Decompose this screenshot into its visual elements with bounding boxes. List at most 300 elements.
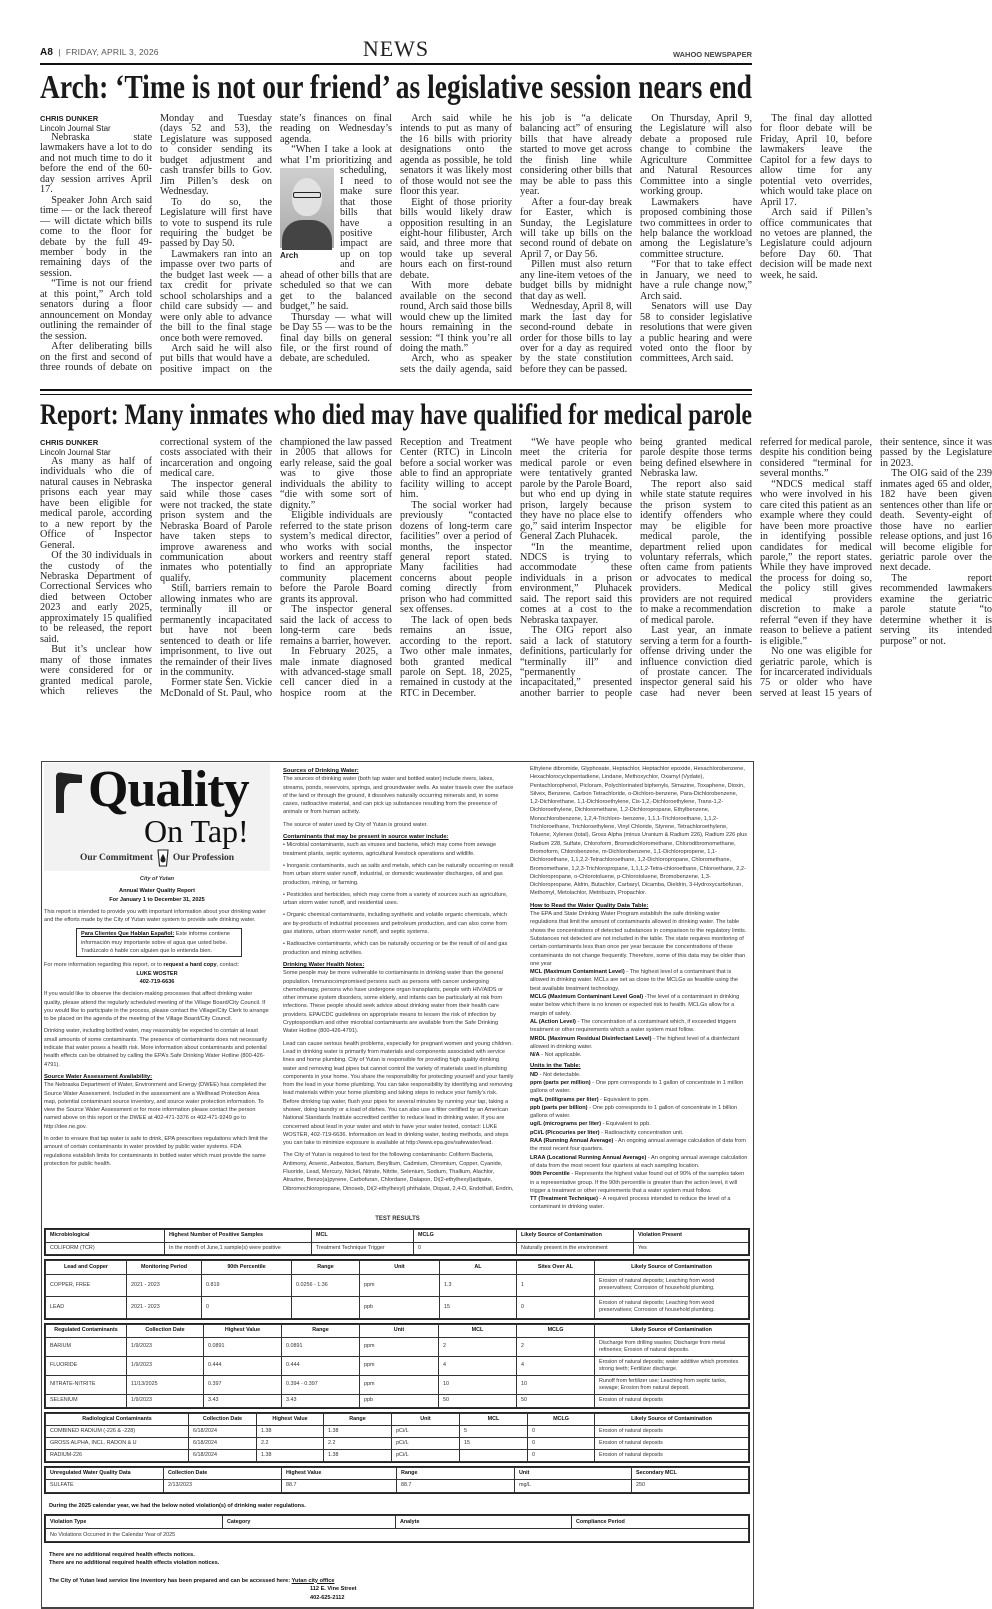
inventory-link[interactable]: Yutan city office bbox=[291, 1577, 335, 1584]
definition-item bbox=[530, 1104, 748, 1121]
definition-item bbox=[530, 1170, 748, 1195]
table-cell: 0.444 bbox=[282, 1356, 360, 1375]
contaminants-paragraph: Drinking water, including bottled water, may reasonably be expected to contain at least small amounts of some contaminants. The presence of contaminants does not necessarily indicate that water poses a health risk. More information about contaminants and potential health effects can be obtained by calling the EPA’s Safe Drinking Water Hotline (800-426-4791). bbox=[44, 1028, 268, 1068]
report-columns bbox=[44, 763, 751, 1212]
table-cell: 0 bbox=[528, 1449, 595, 1461]
table-header-row bbox=[46, 1413, 749, 1425]
notice-violation: There are no additional required health effects violation notices. bbox=[49, 1560, 220, 1567]
issue-date: FRIDAY, APRIL 3, 2026 bbox=[65, 47, 159, 57]
definition-text: - Equivalent to ppb. bbox=[601, 1121, 651, 1128]
logo-tagline-left: Our Commitment bbox=[79, 852, 153, 863]
required-tests-text: The City of Yutan is required to test for the following contaminants: Coliform Bacteria, Antimony, Arsenic, Asbestos, Barium, Beryllium, Cadmium, Chromium, Copper, Cyanide, Fluoride, Lead, Mercury, Nickel, Nitrate, Nitrite, Selenium, Sodium, Thallium, Alachlor, Atrazine, Benzo(a)pyrene, Carbofuran, Chlordane, Dalapon, Di(2-ethylhexyl)adipate, Dibromochloropropane, Dinoseb, Di(2-ethylhexyl) phthalate, Diquat, 2,4-D, Endothall, Endrin, bbox=[283, 1152, 514, 1192]
water-quality-report bbox=[41, 761, 754, 1609]
definition-item bbox=[530, 1137, 748, 1154]
table-cell: ppm bbox=[360, 1274, 440, 1296]
table-cell bbox=[292, 1296, 360, 1318]
page-number: A8 bbox=[40, 47, 54, 58]
paragraph: • Pesticides and herbicides, which may come from a variety of sources such as agriculture, urban storm water runoff, and residential uses. bbox=[283, 891, 508, 907]
definition-text: - An ongoing annual average calculation of data from the most recent four quarters at each sampling location. bbox=[530, 1154, 748, 1169]
table-cell: GROSS ALPHA, INCL. RADON & U bbox=[46, 1437, 189, 1449]
definition-text: - Represents the highest value found out of 90% of the samples taken in a representative group. If the 90th percentile is greater than the action level, it will trigger a treatment or other requirements that a water system must follow. bbox=[530, 1171, 745, 1194]
column-header: Likely Source of Contamination bbox=[595, 1413, 749, 1425]
definition-text: - Radioactivity concentration unit. bbox=[599, 1129, 684, 1136]
radiological-table bbox=[45, 1413, 749, 1462]
table-cell: 15 bbox=[460, 1437, 528, 1449]
definition-term: ppb (parts per billion) bbox=[530, 1104, 588, 1111]
table-row bbox=[46, 1425, 749, 1437]
paragraph: Nebraska state lawmakers have a lot to do and not much time to do it before the end of the 60-day session arrives April 17. bbox=[40, 132, 152, 196]
paragraph: Wednesday, April 8, will mark the last day for second-round debate in order for those bills to lay over for a day as required by the state constitution before they can be passed. bbox=[520, 301, 632, 375]
address-phone: 402-625-2112 bbox=[310, 1594, 345, 1601]
paragraph: Arch said while he intends to put as many of the 16 bills with priority designations onto the agenda as possible, he told senators it was likely most of those would not see the floor this year. bbox=[400, 113, 512, 198]
column-header: Highest Value bbox=[282, 1467, 397, 1479]
definition-text: - The concentration of a contaminant which, if exceeded triggers treatment or other requirements which a water system must follow. bbox=[530, 1018, 737, 1034]
table-cell: Naturally present in the environment bbox=[517, 1242, 634, 1254]
table-cell: 2 bbox=[439, 1337, 517, 1356]
table-header-row bbox=[46, 1260, 749, 1274]
author: CHRIS DUNKER bbox=[40, 438, 99, 447]
paragraph: • Organic chemical contaminants, including synthetic and volatile organic chemicals, which are by-products of industrial processes and petroleum production, and can also come from gas stations, urban storm water runoff, and septic systems. bbox=[283, 912, 507, 936]
table-cell: ppm bbox=[360, 1375, 439, 1394]
test-results-title: TEST RESULTS bbox=[375, 1215, 420, 1222]
table-cell: Erosion of natural deposits; Leaching from wood preservatives; Corrosion of household plumbing. bbox=[595, 1274, 749, 1296]
water-glass-icon bbox=[157, 849, 169, 867]
definition-term: TT (Treatment Technique) bbox=[530, 1196, 598, 1203]
table-cell: COPPER, FREE bbox=[46, 1274, 127, 1296]
column-header: Range bbox=[324, 1413, 392, 1425]
definition-item bbox=[530, 1096, 748, 1104]
table-cell: SULFATE bbox=[46, 1479, 164, 1492]
health-notes-heading: Drinking Water Health Notes: bbox=[283, 961, 365, 968]
portrait-image bbox=[280, 168, 334, 248]
inventory-text: The City of Yutan lead service line inventory has been prepared and can be accessed here: bbox=[49, 1577, 291, 1584]
spanish-label: Para Clientes Que Hablan Español: bbox=[81, 931, 175, 938]
table-cell bbox=[460, 1449, 528, 1461]
definition-item bbox=[530, 1018, 748, 1035]
paragraph: To do so, the Legislature will first have to vote to suspend its rule requiring the budget be passed by Day 50. bbox=[160, 196, 272, 250]
table-cell: mg/L bbox=[515, 1479, 632, 1492]
column-header: Highest Value bbox=[257, 1413, 324, 1425]
column-header: Collection Date bbox=[189, 1413, 257, 1425]
table-cell: 1.3 bbox=[440, 1274, 517, 1296]
table-cell: 1.38 bbox=[324, 1449, 392, 1461]
source-used: The source of water used by City of Yutan is ground water. bbox=[283, 821, 428, 828]
notice-health-effects: There are no additional required health effects notices. bbox=[49, 1552, 195, 1559]
definition-term: ND bbox=[530, 1071, 539, 1078]
contact-name: LUKE WOSTER bbox=[136, 970, 178, 977]
meetings-paragraph: If you would like to observe the decision-making processes that affect drinking water quality, please attend the regularly scheduled meeting of the Village Board/City Council. If you would like to participate in the process, please contact the Village/City Clerk to arrange to be placed on the agenda of the meeting of the Village Board/City Council. bbox=[44, 991, 269, 1023]
table-cell: 1/9/2023 bbox=[127, 1356, 204, 1375]
column-header: MCLG bbox=[414, 1229, 517, 1242]
definition-term: LRAA (Locational Running Annual Average) bbox=[530, 1154, 647, 1161]
definition-item bbox=[530, 993, 748, 1018]
inventory-line bbox=[49, 1577, 751, 1585]
column-header: Sites Over AL bbox=[517, 1260, 595, 1274]
table-cell: 0.394 - 0.397 bbox=[282, 1375, 360, 1394]
paragraph: In February 2025, a male inmate diagnosed with advanced-stage small cell cancer died in a hospice room at the Reception and Treatment Center (RTC) in Lincoln before a social worker was able to find an appropriate facility willing to accept him. bbox=[280, 437, 512, 699]
article1-headline: Arch: ‘Time is not our friend’ as legislative session nears end bbox=[40, 69, 752, 106]
table-cell: 11/13/2025 bbox=[127, 1375, 204, 1394]
definition-text: - An ongoing annual average calculation of data from the most recent four quarters. bbox=[530, 1138, 746, 1153]
paragraph: “We have people who meet the criteria for medical parole or even were tentatively granted parole by the Parole Board, but who end up dying in prison, largely because they have no place else to go,” said interim Inspector General Zach Pluhacek. bbox=[520, 437, 632, 543]
sources-text: The sources of drinking water (both tap water and bottled water) include rivers, lakes, streams, ponds, reservoirs, springs, and groundwater wells. As water travels over the surface of the land or through the ground, it dissolves naturally occurring minerals and, in some cases, radioactive material, and can pick up substances resulting from the presence of animals or from human activity. bbox=[283, 776, 514, 816]
table-row bbox=[46, 1437, 749, 1449]
column-header: 90th Percentile bbox=[202, 1260, 292, 1274]
table-cell: 5 bbox=[460, 1425, 528, 1437]
definition-term: ug/L (micrograms per liter) bbox=[530, 1121, 602, 1128]
table-cell: NITRATE-NITRITE bbox=[46, 1375, 127, 1394]
publication: Lincoln Journal Star bbox=[40, 123, 111, 133]
table-cell: Yes bbox=[634, 1242, 749, 1254]
column-header: Monitoring Period bbox=[127, 1260, 202, 1274]
table-cell: 6/18/2024 bbox=[189, 1449, 257, 1461]
paragraph: Arch, who as speaker sets the daily agenda, said his job is “a delicate balancing act” of ensuring bills that have already started to move get across the finish line while considering other bills that may be able to pass this year. bbox=[400, 113, 632, 375]
table-cell: 2/13/2023 bbox=[164, 1479, 282, 1492]
table-row bbox=[46, 1242, 749, 1254]
table-cell: Erosion of natural deposits; water additive which promotes strong teeth; Fertilizer discharge. bbox=[595, 1356, 749, 1375]
column-header: Violation Present bbox=[634, 1229, 749, 1242]
paragraph: With more debate available on the second round, Arch said those bills would chew up the limited hours remaining in the session: “I think you’re all doing the math.” bbox=[400, 280, 512, 354]
logo-word-on-tap: On Tap! bbox=[144, 813, 249, 849]
table-cell: Erosion of natural deposits; Leaching from wood preservatives; Corrosion of household plumbing. bbox=[595, 1296, 749, 1318]
definition-item bbox=[530, 1120, 748, 1128]
table-cell: 0.0891 bbox=[204, 1337, 282, 1356]
definition-item bbox=[530, 1154, 748, 1171]
column-header: MCLG bbox=[517, 1324, 595, 1337]
column-header: MCL bbox=[460, 1413, 528, 1425]
table-cell: 10 bbox=[439, 1375, 517, 1394]
definition-term: RAA (Running Annual Average) bbox=[530, 1138, 614, 1145]
table-cell: 2021 - 2023 bbox=[127, 1296, 202, 1318]
photo-arch bbox=[280, 168, 334, 261]
table-cell: In the month of June,1 sample(s) were positive bbox=[165, 1242, 312, 1254]
spanish-notice bbox=[76, 928, 242, 957]
definition-item bbox=[530, 1035, 748, 1052]
definition-text: - A required process intended to reduce the level of a contaminant in drinking water. bbox=[530, 1196, 731, 1211]
table-row bbox=[46, 1337, 749, 1356]
table-row bbox=[46, 1394, 749, 1407]
unregulated-table bbox=[45, 1467, 749, 1493]
table-row bbox=[46, 1356, 749, 1375]
definition-term: pCi/L (Picocuries per liter) bbox=[530, 1129, 600, 1136]
definition-text: - The highest level of a disinfectant allowed in drinking water. bbox=[530, 1035, 740, 1050]
report-left-column bbox=[44, 763, 270, 1172]
epa-regulations-text: In order to ensure that tap water is safe to drink, EPA prescribes regulations which limit the amount of certain contaminants in water provided by public water systems. FDA regulations establish limits for contaminants in bottled water which must provide the same protection for public health. bbox=[44, 1136, 268, 1167]
table-cell: 3.43 bbox=[282, 1394, 360, 1407]
table-cell: Erosion of natural deposits bbox=[595, 1394, 749, 1407]
paragraph: Lawmakers have proposed combining those two committees in order to help balance the workload among the Legislature’s committee structure. bbox=[640, 196, 752, 260]
table-cell: 1.38 bbox=[257, 1425, 324, 1437]
violations-tables bbox=[44, 1515, 751, 1542]
paragraph: The OIG said of the 239 inmates aged 65 and older, 182 have been given sentences other than life or death. Seventy-eight of those have no earlier release options, and just 16 will become eligible for geriatric parole over the next decade. bbox=[880, 468, 992, 574]
definition-item bbox=[530, 1195, 748, 1212]
table-row bbox=[46, 1449, 749, 1461]
column-header: Category bbox=[223, 1516, 396, 1529]
column-header: Unit bbox=[360, 1324, 439, 1337]
contaminant-list: Ethylene dibromide, Glyphosate, Heptachlor, Heptachlor epoxide, Hexachlorobenzene, Hexachlorocyclopentadiene, Lindane, Methoxychlor, Oxamyl (Vydate), Pentachlorophenol, Picloram, Polychlorinated biphenyls, Simazine, Toxaphene, Dioxin, Silvex, Benzene, Carbon Tetrachloride, o-Dichloro-benzene, Para-Dichlorobenzene, 1,2-Dichlorethane, 1,1-Dichloroethylene, Cis-1,2,-Dichloroethylene, Trans-1,2-Dichloroethylene, Dichloromethane, 1,2-Dichloropropane, Ethylbenzene, Monochlorobenzene, 1,2,4-Trichloro- benzene, 1,1,1-Trichloroethane, 1,1,2-Trichloroethane, Trichloroethylene, Vinyl Chloride, Styrene, Tetrachloroethylene, Toluene, Xylenes (total), Gross Alpha (minus Uranium & Radium 226), Radium 226 plus Radium 228, Sulfate, Chloroform, Bromodichloromethane, Chlorodibromomethane, Bromoform, Chlorobenzene, m-Dichlorobenzene, 1,1-Dichloropropene, 1,1-Dichloroethane, 1,1,2,2-Tetrachloroethane, 1,2-Dichloropropane, Chloromethane, Bromomethane, 1,2,3-Trichloropropane, 1,1,1,2-Tetra-chloroethane, Chloroethane, 2,2-Dichloropropane, o-Chlorotoluene, p-Chlorotoluene, Bromobenzene, 1,3-Dichloropropane, Aldrin, Butachlor, Carbaryl, Dicamba, Dieldrin, 3-Hydroxycarbofuran, Methomyl, Metolachlor, Metribuzin, Propachlor. bbox=[530, 766, 748, 897]
logo-tagline-row bbox=[44, 849, 270, 867]
byline bbox=[40, 438, 152, 457]
paragraph: Arch said if Pillen’s office communicates that no vetoes are planned, the Legislature could adjourn before Day 60. That decision will be made next week, he said. bbox=[760, 207, 872, 281]
health-notes-text: Some people may be more vulnerable to contaminants in drinking water than the general population. Immunocompromised persons such as persons with cancer undergoing chemotherapy, persons who have undergone organ transplants, people with HIV/AIDS or other immune system disorders, some elderly, and infants can be particularly at risk from infections. These people should seek advice about drinking water from their health care providers. EPA/CDC guidelines on appropriate means to lessen the risk of infection by Cryptosporidium and other microbial contaminants are available from the Safe Drinking Water Hotline (800-426-4791). bbox=[283, 970, 504, 1035]
table-header-row bbox=[46, 1324, 749, 1337]
column-header: Violation Type bbox=[46, 1516, 223, 1529]
table-cell: 0.444 bbox=[204, 1356, 282, 1375]
table-cell: 4 bbox=[439, 1356, 517, 1375]
page-folio: A8 | FRIDAY, APRIL 3, 2026 bbox=[40, 47, 159, 58]
paragraph: After deliberating bills on the first and second of three rounds of debate on Monday and Tuesday (days 52 and 53), the Legislature was supposed to consider sending its budget adjustment and cash transfer bills to Gov. Jim Pillen’s desk on Wednesday. bbox=[40, 113, 272, 373]
table-row bbox=[46, 1375, 749, 1394]
column-header: Lead and Copper bbox=[46, 1260, 127, 1274]
column-header: Regulated Contaminants bbox=[46, 1324, 127, 1337]
spanish-text: Este informe contiene información muy importante sobre el agua que usted bebe. Tradúzcalo ó hable con alguien que lo entienda bien. bbox=[81, 931, 230, 955]
column-header: AL bbox=[440, 1260, 517, 1274]
table-row bbox=[46, 1274, 749, 1296]
header-rule bbox=[40, 63, 752, 65]
byline bbox=[40, 114, 152, 133]
paragraph-part: scheduling, I need to make sure that those bills that have a positive impact are up on top and are ahead of other bills that are scheduled so that we can get to the balanced budget,” he said. bbox=[280, 165, 392, 313]
paragraph: Arch said he will also put bills that would have a positive impact on the state’s finances on final reading on Wednesday’s agenda. bbox=[160, 113, 392, 375]
paragraph: • Microbial contaminants, such as viruses and bacteria, which may come from sewage treatment plants, septic systems, agricultural livestock operations and wildlife. bbox=[283, 842, 497, 857]
table-cell: BARIUM bbox=[46, 1337, 127, 1356]
column-header: Range bbox=[282, 1324, 360, 1337]
table-cell: 1.38 bbox=[257, 1449, 324, 1461]
column-header: Likely Source of Contamination bbox=[595, 1324, 749, 1337]
contact-text: For more information regarding this report, or to bbox=[44, 962, 162, 969]
definition-item bbox=[530, 1071, 748, 1079]
logo-tagline-right: Our Profession bbox=[172, 852, 235, 863]
definition-text: - Equivalent to ppm. bbox=[598, 1096, 650, 1103]
table-cell: 1/9/2023 bbox=[127, 1337, 204, 1356]
paragraph: Of the 30 individuals in the custody of the Nebraska Department of Correctional Services who died between October 2023 and early 2025, approximately 15 qualified to be released, the report said. bbox=[40, 550, 152, 645]
table-cell: 0 bbox=[414, 1242, 517, 1254]
table-cell: 2.2 bbox=[257, 1437, 324, 1449]
column-header: Range bbox=[397, 1467, 515, 1479]
health-notices bbox=[49, 1551, 751, 1568]
table-cell: Treatment Technique Trigger bbox=[312, 1242, 414, 1254]
definition-text: - Not detectable. bbox=[538, 1071, 581, 1078]
report-title: Annual Water Quality Report bbox=[119, 888, 195, 895]
column-header: Highest Value bbox=[204, 1324, 282, 1337]
article2-headline: Report: Many inmates who died may have qualified for medical parole bbox=[40, 398, 752, 431]
definition-term: 90th Percentile bbox=[530, 1171, 570, 1178]
definition-item bbox=[530, 1129, 748, 1137]
table-cell: RADIUM-226 bbox=[46, 1449, 189, 1461]
paragraph: Eight of those priority bills would likely draw opposition resulting in an eight-hour filibuster, Arch said, and three more that would take up several hours each on first-round debate. bbox=[400, 196, 512, 281]
report-right-column bbox=[530, 763, 748, 1212]
table-cell: SELENIUM bbox=[46, 1394, 127, 1407]
table-cell: 1 bbox=[517, 1274, 595, 1296]
contact-text-end: , contact: bbox=[216, 962, 240, 969]
paragraph: Lawmakers ran into an impasse over two parts of the budget last week — a tax credit for private school scholarships and a child care subsidy — and were only able to advance the bill to the final stage once both were removed. bbox=[160, 248, 272, 344]
table-cell: 2021 - 2023 bbox=[127, 1274, 202, 1296]
contact-phone: 402-719-6636 bbox=[139, 978, 175, 985]
definition-item bbox=[530, 968, 748, 993]
table-header-row bbox=[46, 1467, 749, 1479]
source-water-assessment-text: The Nebraska Department of Water, Environment and Energy (DWEE) has completed the Source Water Assessment. Included in the assessment are a Wellhead Protection Area map, potential contaminant source inventory, and source water protection information. To view the Source Water Assessment or for more information please contact the person named above on this report or the DWEE at 402-471-3376 or 402-471-9249 go to http://dee.ne.gov. bbox=[44, 1082, 267, 1130]
column-header: Unit bbox=[360, 1260, 440, 1274]
report-period: For January 1 to December 31, 2025 bbox=[109, 896, 205, 903]
paragraph: The inspector general said the lack of access to long-term care beds remains a barrier, however. bbox=[280, 604, 392, 647]
violation-intro: During the 2025 calendar year, we had the below noted violation(s) of drinking water regulations. bbox=[49, 1502, 306, 1509]
definition-text: -The level of a contaminant in drinking water below which there is no known or expected risk to health. MCLGs allow for a margin of safety. bbox=[530, 994, 740, 1017]
microbiological-table bbox=[45, 1229, 749, 1255]
column-header: Collection Date bbox=[127, 1324, 204, 1337]
definition-term: MRDL (Maximum Residual Disinfectant Level) bbox=[530, 1035, 652, 1042]
paragraph: The lack of open beds remains an issue, according to the report. Two other male inmates, both granted medical parole on Sept. 18, 2025, remained in custody at the RTC in December. bbox=[400, 614, 512, 699]
newspaper-name: WAHOO NEWSPAPER bbox=[672, 50, 752, 59]
column-header: Likely Source of Contamination bbox=[595, 1260, 749, 1274]
paragraph: “In the meantime, NDCS is trying to accommodate these individuals in a prison environment,” Pluhacek said. The report said this comes at a cost to the Nebraska taxpayer. bbox=[520, 541, 632, 626]
definition-text: - One ppb corresponds to 1 gallon of concentrate in 1 billion gallons of water. bbox=[530, 1104, 738, 1120]
paragraph: “Time is not our friend at this point,” Arch told senators during a floor announcement on Monday outlining the remainder of the session. bbox=[40, 278, 152, 342]
table-cell: 3.43 bbox=[204, 1394, 282, 1407]
table-cell: 1.38 bbox=[324, 1425, 392, 1437]
table-cell: 6/18/2024 bbox=[189, 1425, 257, 1437]
table-cell: FLUORIDE bbox=[46, 1356, 127, 1375]
units-heading: Units in the Table: bbox=[530, 1063, 581, 1070]
regulated-table bbox=[45, 1324, 749, 1408]
lead-copper-table bbox=[45, 1260, 749, 1319]
column-header: Compliance Period bbox=[572, 1516, 749, 1529]
definition-term: N/A bbox=[530, 1052, 540, 1059]
paragraph: • Radioactive contaminants, which can be naturally occurring or be the result of oil and gas production and mining activities. bbox=[283, 941, 508, 956]
column-header: MCL bbox=[312, 1229, 414, 1242]
test-results-tables bbox=[44, 1229, 751, 1493]
paragraph: But it’s unclear how many of those inmates were considered for or granted medical parole, which relieves the correctional system of the costs associated with their incarceration and ongoing medical care. bbox=[40, 437, 272, 697]
table-cell: 250 bbox=[632, 1479, 749, 1492]
table-cell: 0 bbox=[528, 1425, 595, 1437]
table-cell: 0.397 bbox=[204, 1375, 282, 1394]
table-header-row bbox=[46, 1516, 749, 1529]
table-cell: 10 bbox=[517, 1375, 595, 1394]
paragraph: The report also said while state statute requires the prison system to identify offenders who may be eligible for medical parole, the department relied upon voluntary referrals, which often came from patients or advocates to medical providers. Medical providers are not required to make a recommendation of medical parole. bbox=[640, 478, 752, 626]
report-intro: This report is intended to provide you with important information about your drinking water and the efforts made by the City of Yutan water system to provide safe drinking water. bbox=[44, 908, 266, 924]
paragraph: The inspector general said while those cases were not tracked, the state prison system and the Nebraska Board of Parole have taken steps to improve awareness and communication about inmates who potentially qualify. bbox=[160, 478, 272, 584]
table-cell: ppb bbox=[360, 1296, 440, 1318]
table-cell: ppm bbox=[360, 1356, 439, 1375]
column-header: Radiological Contaminants bbox=[46, 1413, 189, 1425]
table-cell: 50 bbox=[517, 1394, 595, 1407]
table-cell: ppb bbox=[360, 1394, 439, 1407]
lead-text: Lead can cause serious health problems, especially for pregnant women and young children. Lead in drinking water is primarily from materials and components associated with service lines and home plumbing. City of Yutan is responsible for providing high quality drinking water and removing lead pipes but cannot control the variety of materials used in plumbing components in your home. You share the responsibility for protecting yourself and your family from the lead in your home plumbing. You can take responsibility by identifying and removing lead materials within your home plumbing and taking steps to reduce your family’s risk. Before drinking tap water, flush your pipes for several minutes by running your tap, taking a shower, doing laundry or a load of dishes. You can also use a filter certified by an American National Standards Institute accredited certifier to reduce lead in drinking water. If you are concerned about lead in your water and wish to have your water tested, contact: LUKE WOSTER, 402-719-6636. Information on lead in drinking water, testing methods, and steps you can take to minimize exposure is available at http://www.epa.gov/safewater/lead. bbox=[283, 1040, 514, 1147]
paragraph: No one was eligible for geriatric parole, which is for incarcerated individuals 75 or older who have served at least 15 years of their sentence, since it was passed by the Legislature in 2023. bbox=[760, 437, 992, 699]
table-cell: Runoff from fertilizer use; Leaching from septic tanks, sewage; Erosion from natural deposit. bbox=[595, 1375, 749, 1394]
paragraph: Pillen must also return any line-item vetoes of the budget bills by midnight that day as well. bbox=[520, 259, 632, 302]
paragraph: • Inorganic contaminants, such as salts and metals, which can be naturally occurring or result from urban storm water runoff, industrial, or domestic wastewater discharges, oil and gas production, mining, or farming. bbox=[283, 862, 514, 886]
definition-item bbox=[530, 1051, 748, 1059]
paragraph: The final day allotted for floor debate will be Friday, April 10, before lawmakers leave the Capitol for a few days to allow time for any potential veto overrides, which would take place on April 17. bbox=[760, 113, 872, 208]
definition-term: AL (Action Level) bbox=[530, 1018, 576, 1025]
article1-body bbox=[40, 113, 872, 378]
definition-term: mg/L (milligrams per liter) bbox=[530, 1096, 599, 1103]
how-to-read-heading: How to Read the Water Quality Data Table: bbox=[530, 902, 649, 909]
table-cell: pCi/L bbox=[392, 1449, 460, 1461]
contaminants-heading: Contaminants that may be present in source water include: bbox=[283, 834, 449, 841]
table-cell: 50 bbox=[439, 1394, 517, 1407]
city-office-address bbox=[310, 1585, 751, 1602]
faucet-icon bbox=[54, 771, 84, 815]
paragraph: The social worker had previously “contacted dozens of long-term care facilities” over a period of months, the inspector general report stated. Many facilities had concerns about people coming directly from prison who had committed sex offenses. bbox=[400, 499, 512, 616]
logo-top-row bbox=[44, 761, 270, 818]
table-cell: 4 bbox=[517, 1356, 595, 1375]
article-divider bbox=[40, 389, 752, 395]
definition-text: - The highest level of a contaminant that is allowed in drinking water. MCLs are set as close to the MCLGs as feasible using the best available treatment technology. bbox=[530, 969, 739, 992]
column-header: Likely Source of Contamination bbox=[517, 1229, 634, 1242]
paragraph: Eligible individuals are referred to the state prison system’s medical director, who works with social workers and reentry staff to find an appropriate community placement before the Parole Board grants its approval. bbox=[280, 510, 392, 605]
paragraph: “For that to take effect in January, we need to have a rule change now,” Arch said. bbox=[640, 259, 752, 302]
publication: Lincoln Journal Star bbox=[40, 447, 111, 457]
table-cell: 2.2 bbox=[324, 1437, 392, 1449]
paragraph: Senators will use Day 58 to consider legislative resolutions that were given a public hearing and were voted onto the floor by committees, Arch said. bbox=[640, 301, 752, 365]
paragraph: Speaker John Arch said time — or the lack thereof — will dictate which bills come to the floor for debate by the full 49-member body in the remaining days of the session. bbox=[40, 194, 152, 279]
paragraph-part: “When I take a look at what I’m prioritizing and bbox=[280, 144, 392, 166]
table-cell: 0 bbox=[528, 1437, 595, 1449]
definition-term: ppm (parts per million) bbox=[530, 1079, 591, 1086]
contact-line bbox=[44, 961, 270, 969]
table-header-row bbox=[46, 1229, 749, 1242]
column-header: Range bbox=[292, 1260, 360, 1274]
table-row bbox=[46, 1479, 749, 1492]
article2-body bbox=[40, 437, 992, 706]
units-list bbox=[530, 1071, 748, 1212]
table-cell: 6/18/2024 bbox=[189, 1437, 257, 1449]
definition-term: MCL (Maximum Contaminant Level) bbox=[530, 969, 625, 976]
quality-on-tap-logo bbox=[44, 763, 270, 871]
definition-text: - One ppm corresponds to 1 gallon of concentrate in 1 million gallons of water. bbox=[530, 1079, 744, 1095]
table-row bbox=[46, 1296, 749, 1318]
table-cell: pCi/L bbox=[392, 1425, 460, 1437]
how-to-read-text: The EPA and State Drinking Water Program establish the safe drinking water regulations that limit the amount of contaminants allowed in drinking water. The table shows the concentrations of detected substances in comparison to the regulatory limits. Substances not detected are not included in the table. The state requires monitoring of certain contaminants less than once per year because the concentrations of these contaminants do not change frequently. Therefore, some of this data may be older than one year bbox=[530, 911, 747, 967]
column-header: Analyte bbox=[396, 1516, 572, 1529]
paragraph: As many as half of individuals who die of natural causes in Nebraska prisons each year may have been eligible for medical parole, according to a new report by the Office of Inspector General. bbox=[40, 456, 152, 551]
column-header: MCLG bbox=[528, 1413, 595, 1425]
definition-term: MCLG (Maximum Contaminant Level Goal) bbox=[530, 994, 644, 1001]
table-cell: Erosion of natural deposits bbox=[595, 1425, 749, 1437]
table-cell: 88.7 bbox=[282, 1479, 397, 1492]
table-cell: LEAD bbox=[46, 1296, 127, 1318]
contact-emphasis: request a hard copy bbox=[163, 962, 217, 969]
paragraph: Former state Sen. Vickie McDonald of St. Paul, who championed the law passed in 2005 that allows for early release, said the goal was to give those individuals the ability to “die with some sort of dignity.” bbox=[160, 437, 392, 699]
paragraph: Still, barriers remain to allowing inmates who are terminally ill or permanently incapacitated but have not been sentenced to death or life imprisonment, to live out the remainder of their lives in the community. bbox=[160, 583, 272, 678]
table-cell: 0.0891 bbox=[282, 1337, 360, 1356]
photo-caption: Arch bbox=[280, 251, 299, 261]
column-header: Highest Number of Positive Samples bbox=[165, 1229, 312, 1242]
contaminants-list bbox=[283, 841, 514, 957]
column-header: MCL bbox=[439, 1324, 517, 1337]
paragraph: Thursday — what will be Day 55 — was to be the final day bills on general file, or the first round of debate, are scheduled. bbox=[280, 311, 392, 365]
table-cell: COMBINED RADIUM (-226 & -228) bbox=[46, 1425, 189, 1437]
table-cell: ppm bbox=[360, 1337, 439, 1356]
table-cell: 0 bbox=[517, 1296, 595, 1318]
column-header: Unit bbox=[515, 1467, 632, 1479]
source-water-assessment-heading: Source Water Assessment Availability: bbox=[44, 1073, 153, 1080]
definition-item bbox=[530, 1079, 748, 1096]
column-header: Unregulated Water Quality Data bbox=[46, 1467, 164, 1479]
report-middle-column bbox=[283, 763, 514, 1197]
definitions-list bbox=[530, 968, 748, 1059]
table-cell: 1/9/2023 bbox=[127, 1394, 204, 1407]
table-cell: 15 bbox=[440, 1296, 517, 1318]
paragraph: The OIG report also said a lack of statutory definitions, particularly for “terminally ill” and “permanently incapacitated,” presented another barrier to people being granted medical parole despite those terms being defined elsewhere in Nebraska law. bbox=[520, 437, 752, 699]
sources-heading: Sources of Drinking Water: bbox=[283, 768, 359, 774]
table-cell: No Violations Occurred in the Calendar Year of 2025 bbox=[46, 1529, 749, 1542]
table-cell: 88.7 bbox=[397, 1479, 515, 1492]
table-cell: pCi/L bbox=[392, 1437, 460, 1449]
column-header: Collection Date bbox=[164, 1467, 282, 1479]
author: CHRIS DUNKER bbox=[40, 114, 99, 123]
column-header: Unit bbox=[392, 1413, 460, 1425]
